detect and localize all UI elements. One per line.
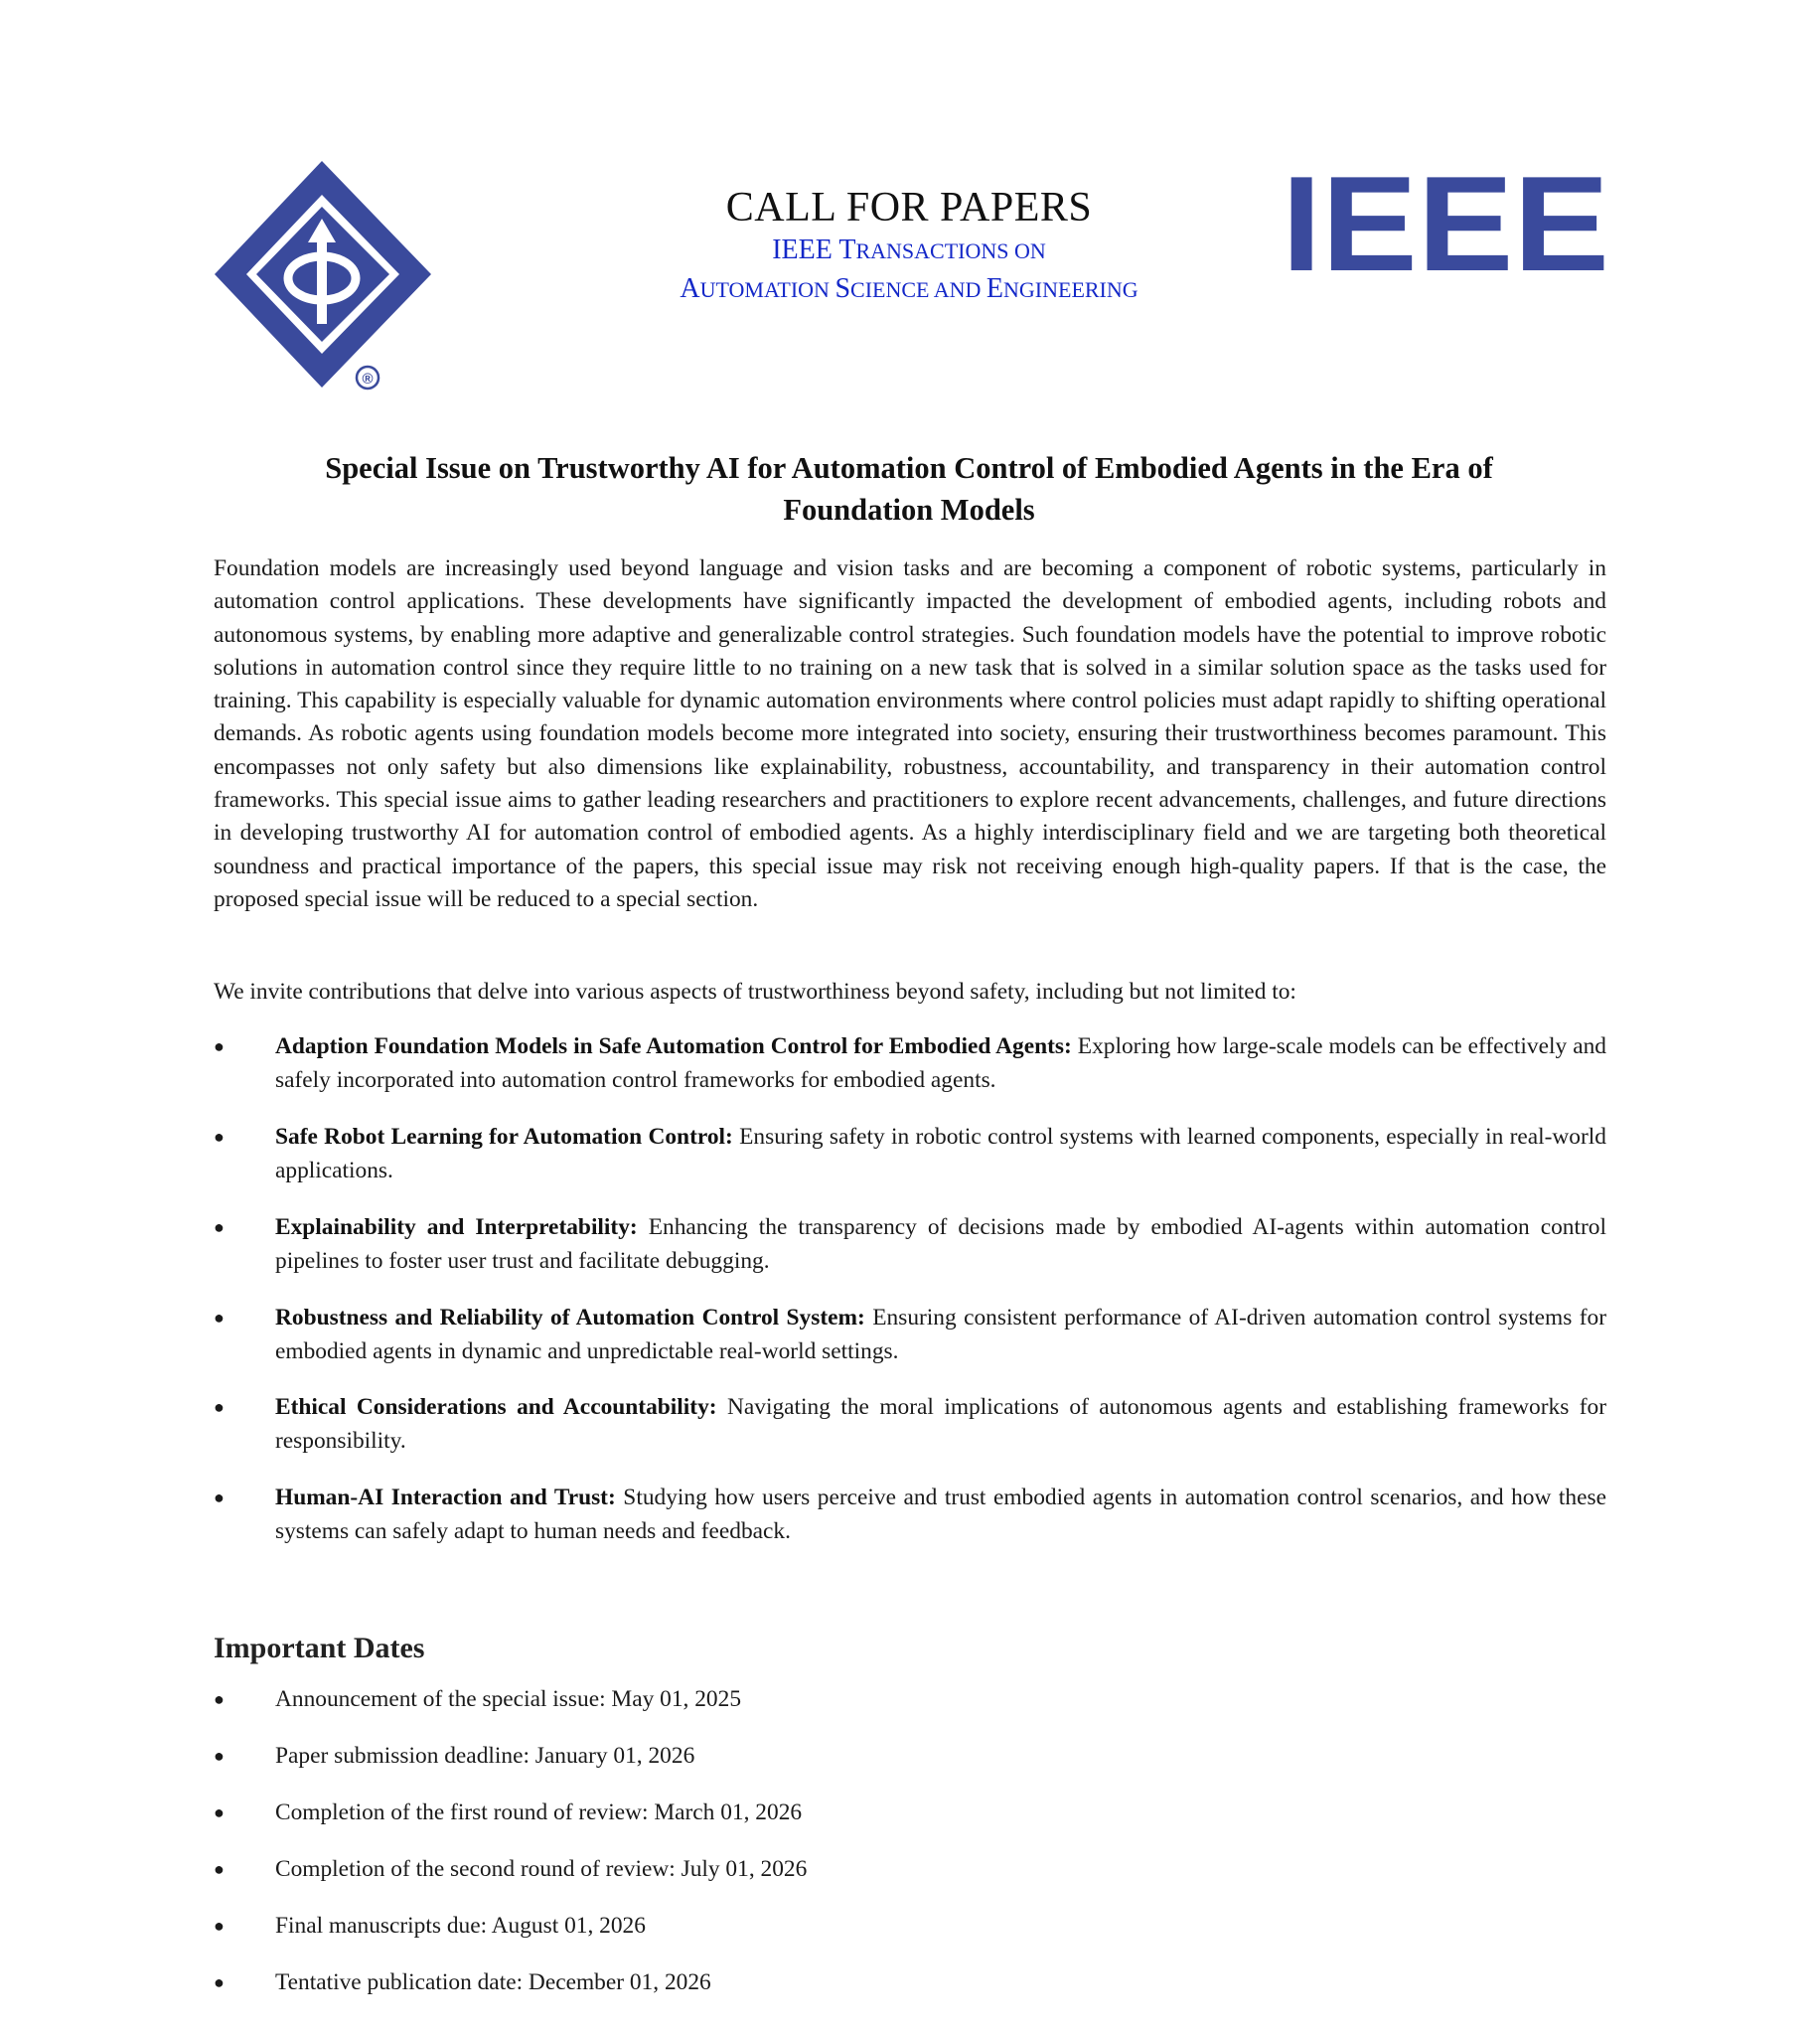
- date-item: [214, 1853, 1207, 1886]
- date-text: Paper submission deadline: January 01, 2026: [275, 1743, 695, 1769]
- date-item: [214, 1966, 1207, 1999]
- topic-description: Ensuring consistent performance of AI-driven automation control systems for embodied agents in dynamic and unpredictable real-world settings.: [275, 1305, 1607, 1364]
- topic-description: Exploring how large-scale models can be effectively and safely incorporated into automation control frameworks for embodied agents.: [275, 1033, 1606, 1093]
- bullet-icon: ●: [214, 1217, 225, 1237]
- ieee-wordmark-logo: [1282, 167, 1609, 278]
- invite-sentence: We invite contributions that delve into various aspects of trustworthiness beyond safety, including but not limited to:: [214, 979, 1296, 1005]
- date-item: [214, 1740, 1207, 1773]
- journal-name-line2: [556, 270, 1262, 309]
- topic-item: [214, 1211, 1606, 1278]
- date-text: Final manuscripts due: August 01, 2026: [275, 1913, 646, 1939]
- topic-title: Ethical Considerations and Accountability:: [275, 1394, 717, 1420]
- journal-line2-s: S: [834, 273, 851, 304]
- topic-item: [214, 1302, 1606, 1368]
- bullet-icon: ●: [214, 1746, 225, 1766]
- topic-item: [214, 1121, 1606, 1187]
- ieee-wordmark-text: IEEE: [1282, 167, 1609, 278]
- intro-paragraph: Foundation models are increasingly used beyond language and vision tasks and are becoming a component of robotic systems, particularly in automation control applications. These developments have significantly impacted the development of embodied agents, including robots and autonomous systems, by enabling more adaptive and generalizable control strategies. Such foundation models have the potential to improve robotic solutions in automation control since they require little to no training on a new task that is solved in a similar solution space as the tasks used for training. This capability is especially valuable for dynamic automation environments where control policies must adapt rapidly to shifting operational demands. As robotic agents using foundation models become more integrated into society, ensuring their trustworthiness becomes paramount. This encompasses not only safety but also dimensions like explainability, robustness, accountability, and transparency in their automation control frameworks. This special issue aims to gather leading researchers and practitioners to explore recent advancements, challenges, and future directions in developing trustworthy AI for automation control of embodied agents. As a highly interdisciplinary field and we are targeting both theoretical soundness and practical importance of the papers, this special issue may risk not receiving enough high-quality papers. If that is the case, the proposed special issue will be reduced to a special section.: [214, 555, 1606, 912]
- topic-description: Navigating the moral implications of autonomous agents and establishing frameworks for responsibility.: [275, 1394, 1606, 1454]
- topic-title: Human-AI Interaction and Trust:: [275, 1485, 616, 1510]
- bullet-icon: ●: [214, 1916, 225, 1936]
- call-for-papers-title: CALL FOR PAPERS: [725, 185, 1093, 231]
- bullet-icon: ●: [214, 1859, 225, 1879]
- topic-item: [214, 1482, 1606, 1548]
- journal-line2-ngineering: NGINEERING: [1003, 277, 1138, 302]
- date-text: Tentative publication date: December 01, 2026: [275, 1969, 711, 1995]
- topic-description: Enhancing the transparency of decisions made by embodied AI-agents within automation control pipelines to foster user trust and facilitate debugging.: [275, 1214, 1606, 1274]
- date-text: Completion of the second round of review: July 01, 2026: [275, 1856, 808, 1882]
- date-text: Completion of the first round of review: March 01, 2026: [275, 1800, 803, 1825]
- special-issue-title-line2: Foundation Models: [783, 493, 1035, 527]
- bullet-icon: ●: [214, 1487, 225, 1507]
- date-item: [214, 1910, 1207, 1943]
- important-dates-heading: Important Dates: [214, 1632, 425, 1664]
- topic-title: Adaption Foundation Models in Safe Automation Control for Embodied Agents:: [275, 1033, 1072, 1059]
- bullet-icon: ●: [214, 1972, 225, 1992]
- journal-line1-big: IEEE T: [772, 235, 856, 265]
- bullet-icon: ●: [214, 1802, 225, 1822]
- special-issue-title-line1: Special Issue on Trustworthy AI for Automation Control of Embodied Agents in the Era of: [325, 451, 1493, 485]
- journal-line2-cience-and: CIENCE AND: [850, 277, 986, 302]
- registered-mark: ®: [362, 371, 374, 388]
- bullet-icon: ●: [214, 1689, 225, 1709]
- journal-line2-a: A: [680, 273, 700, 304]
- topic-title: Robustness and Reliability of Automation Control System:: [275, 1305, 865, 1331]
- date-item: [214, 1683, 1207, 1716]
- ieee-diamond-logo: [211, 157, 439, 400]
- topic-description: Studying how users perceive and trust embodied agents in automation control scenarios, and how these systems can safely adapt to human needs and feedback.: [275, 1485, 1606, 1544]
- journal-name-line1: [556, 232, 1262, 270]
- header-title-block: [556, 184, 1262, 309]
- topic-item: [214, 1030, 1606, 1097]
- bullet-icon: ●: [214, 1127, 225, 1147]
- topic-title: Explainability and Interpretability:: [275, 1214, 638, 1240]
- date-item: [214, 1797, 1207, 1829]
- date-text: Announcement of the special issue: May 01, 2025: [275, 1686, 742, 1712]
- topic-description: Ensuring safety in robotic control systems with learned components, especially in real-world applications.: [275, 1124, 1606, 1183]
- topic-item: [214, 1391, 1606, 1458]
- journal-line1-small: RANSACTIONS ON: [855, 238, 1046, 263]
- bullet-icon: ●: [214, 1308, 225, 1328]
- bullet-icon: ●: [214, 1036, 225, 1056]
- journal-line2-utomation: UTOMATION: [699, 277, 835, 302]
- bullet-icon: ●: [214, 1397, 225, 1417]
- journal-line2-e: E: [986, 273, 1004, 304]
- special-issue-title: [214, 447, 1604, 531]
- topic-title: Safe Robot Learning for Automation Control:: [275, 1124, 733, 1150]
